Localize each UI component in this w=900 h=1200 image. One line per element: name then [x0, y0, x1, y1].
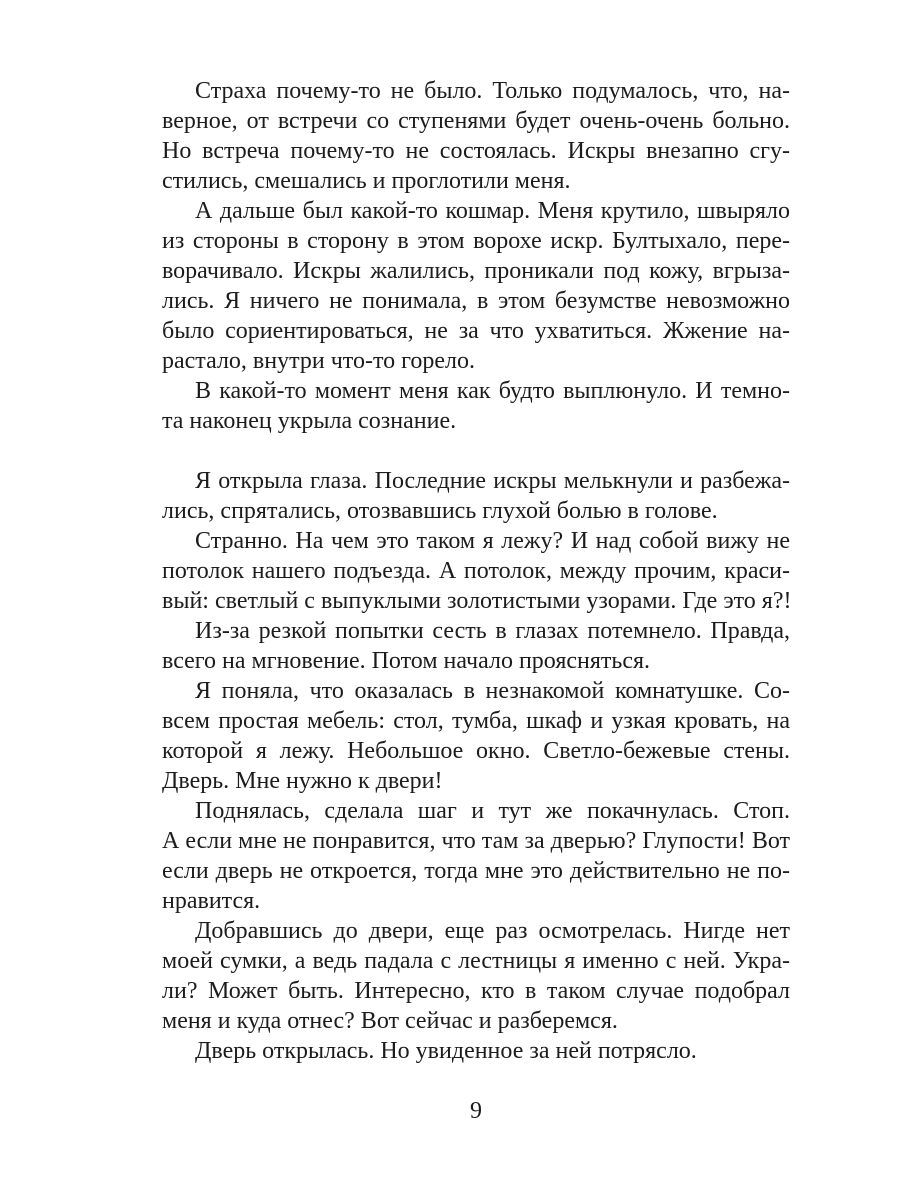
paragraph [162, 376, 790, 436]
text-line: В какой-то момент меня как будто выплюнуло. И темно- [195, 378, 790, 404]
text-line: Добравшись до двери, еще раз осмотрелась. Нигде нет [195, 918, 790, 944]
paragraph [162, 676, 790, 796]
text-line: Но встреча почему-то не состоялась. Искры внезапно сгу- [162, 138, 790, 164]
paragraph [162, 916, 790, 1036]
text-block [162, 76, 790, 1066]
text-line: которой я лежу. Небольшое окно. Светло-бежевые стены. [162, 738, 790, 764]
text-line: лись, спрятались, отозвавшись глухой болью в голове. [162, 498, 718, 524]
text-line: Я открыла глаза. Последние искры мелькнули и разбежа- [195, 468, 790, 494]
text-line: Страха почему-то не было. Только подумалось, что, на- [195, 78, 790, 104]
text-line: Я поняла, что оказалась в незнакомой комнатушке. Со- [195, 678, 790, 704]
text-line: ворачивало. Искры жалились, проникали под кожу, вгрыза- [162, 258, 790, 284]
paragraph [162, 796, 790, 916]
text-line: А дальше был какой-то кошмар. Меня крутило, швыряло [195, 198, 790, 224]
text-line: Дверь. Мне нужно к двери! [162, 768, 443, 794]
paragraph [162, 76, 790, 196]
text-line: Странно. На чем это таком я лежу? И над собой вижу не [195, 528, 790, 554]
paragraph [162, 526, 790, 616]
text-line: стились, смешались и проглотили меня. [162, 168, 571, 194]
text-line: моей сумки, а ведь падала с лестницы я именно с ней. Укра- [162, 948, 790, 974]
text-line: меня и куда отнес? Вот сейчас и разберемся. [162, 1008, 618, 1034]
text-line: всего на мгновение. Потом начало проясняться. [162, 648, 651, 674]
page-number: 9 [470, 1098, 482, 1124]
text-line: всем простая мебель: стол, тумба, шкаф и узкая кровать, на [162, 708, 790, 734]
paragraph [162, 466, 790, 526]
text-line: А если мне не понравится, что там за дверью? Глупости! Вот [162, 828, 790, 854]
text-line: вый: светлый с выпуклыми золотистыми узорами. Где это я?! [162, 588, 792, 614]
text-line: та наконец укрыла сознание. [162, 408, 457, 434]
text-line: ли? Может быть. Интересно, кто в таком случае подобрал [162, 978, 790, 1004]
text-line: растало, внутри что-то горело. [162, 348, 476, 374]
text-line: Дверь открылась. Но увиденное за ней потрясло. [195, 1038, 697, 1064]
text-line: нравится. [162, 888, 261, 914]
text-line: из стороны в сторону в этом ворохе искр. Бултыхало, пере- [162, 228, 790, 254]
text-line: лись. Я ничего не понимала, в этом безумстве невозможно [162, 288, 790, 314]
text-line: было сориентироваться, не за что ухватиться. Жжение на- [162, 318, 790, 344]
text-line: Поднялась, сделала шаг и тут же покачнулась. Стоп. [195, 798, 790, 824]
paragraph [162, 1036, 790, 1066]
text-line: потолок нашего подъезда. А потолок, между прочим, краси- [162, 558, 790, 584]
text-line: Из-за резкой попытки сесть в глазах потемнело. Правда, [195, 618, 790, 644]
paragraph [162, 616, 790, 676]
text-line: верное, от встречи со ступенями будет очень-очень больно. [162, 108, 790, 134]
text-line: если дверь не откроется, тогда мне это действительно не по- [162, 858, 790, 884]
paragraph [162, 196, 790, 376]
